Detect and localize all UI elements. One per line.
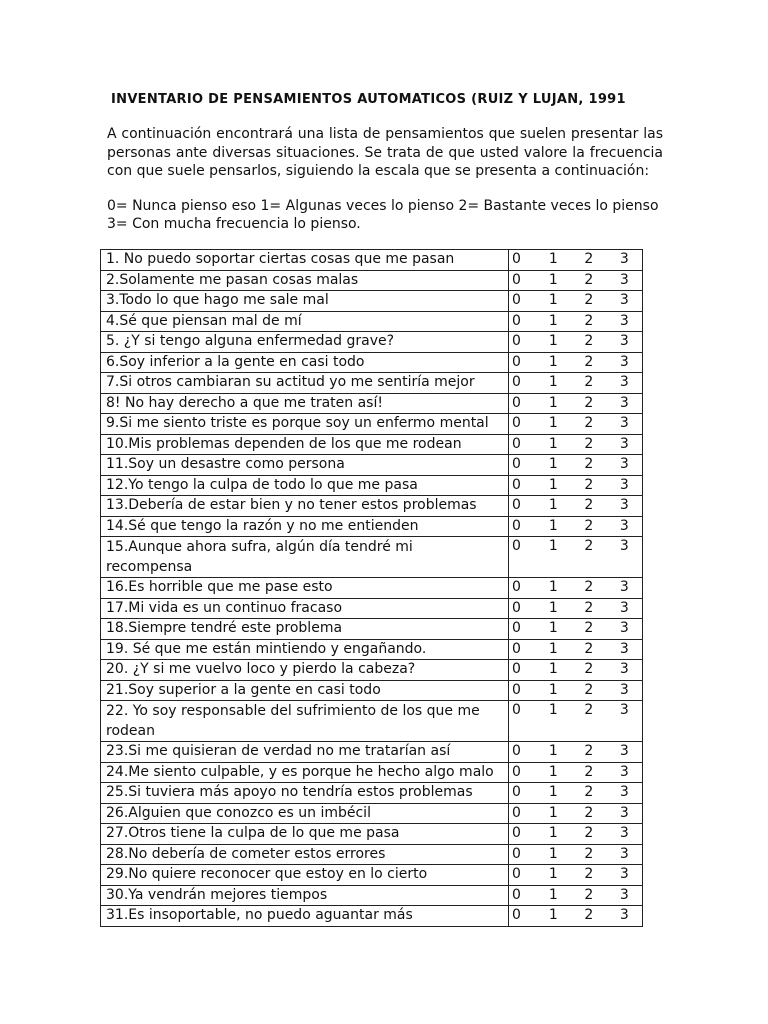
rating-option: 0 (512, 845, 521, 862)
rating-options-row (509, 537, 642, 557)
rating-option: 3 (619, 435, 629, 452)
rating-option: 2 (584, 661, 594, 677)
item-rating-options (509, 578, 643, 599)
rating-option: 3 (619, 599, 629, 616)
rating-option: 1 (548, 804, 558, 821)
item-rating-options (509, 598, 643, 619)
item-rating-options (509, 639, 643, 660)
rating-option: 3 (619, 784, 629, 800)
rating-options-row (509, 763, 642, 783)
rating-option: 2 (584, 415, 594, 431)
rating-option: 3 (619, 825, 629, 841)
table-row (101, 455, 643, 476)
rating-option: 1 (548, 640, 558, 657)
rating-option: 2 (584, 538, 594, 554)
rating-options-row (509, 701, 642, 721)
rating-option: 2 (584, 271, 594, 288)
item-rating-options (509, 660, 643, 681)
rating-option: 0 (512, 394, 521, 411)
table-row (101, 537, 643, 578)
item-rating-options (509, 885, 643, 906)
rating-options-row (509, 496, 642, 516)
rating-options-row (509, 414, 642, 434)
rating-option: 3 (619, 886, 629, 903)
item-rating-options (509, 865, 643, 886)
rating-option: 3 (619, 681, 629, 698)
table-row (101, 311, 643, 332)
rating-options-row (509, 353, 642, 373)
item-rating-options (509, 455, 643, 476)
item-statement: 2.Solamente me pasan cosas malas (101, 270, 509, 291)
item-statement: 1. No puedo soportar ciertas cosas que me pasan (101, 250, 509, 271)
rating-option: 1 (548, 538, 558, 554)
item-statement: 3.Todo lo que hago me sale mal (101, 291, 509, 312)
table-row (101, 516, 643, 537)
rating-options-row (509, 599, 642, 619)
rating-option: 3 (619, 271, 629, 288)
table-row (101, 250, 643, 271)
rating-option: 0 (512, 743, 521, 759)
rating-option: 0 (512, 415, 521, 431)
rating-option: 0 (512, 538, 521, 554)
rating-options-row (509, 742, 642, 762)
item-rating-options (509, 373, 643, 394)
rating-option: 1 (548, 435, 558, 452)
item-statement: 25.Si tuviera más apoyo no tendría estos problemas (101, 783, 509, 804)
item-statement: 10.Mis problemas dependen de los que me rodean (101, 434, 509, 455)
rating-option: 0 (512, 456, 521, 472)
rating-option: 3 (619, 661, 629, 677)
rating-option: 3 (619, 333, 629, 349)
item-rating-options (509, 537, 643, 578)
rating-option: 0 (512, 271, 521, 288)
item-rating-options (509, 701, 643, 742)
rating-option: 2 (584, 579, 594, 595)
item-rating-options (509, 844, 643, 865)
rating-options-row (509, 640, 642, 660)
item-statement: 29.No quiere reconocer que estoy en lo cierto (101, 865, 509, 886)
rating-scale-legend (107, 197, 687, 233)
rating-option: 1 (548, 743, 558, 759)
rating-option: 1 (548, 374, 558, 390)
rating-options-row (509, 804, 642, 824)
table-row (101, 291, 643, 312)
rating-option: 2 (584, 333, 594, 349)
rating-options-row (509, 660, 642, 680)
item-rating-options (509, 803, 643, 824)
item-rating-options (509, 434, 643, 455)
rating-option: 0 (512, 579, 521, 595)
item-statement: 17.Mi vida es un continuo fracaso (101, 598, 509, 619)
rating-option: 1 (548, 497, 558, 513)
rating-option: 0 (512, 886, 521, 903)
item-rating-options (509, 250, 643, 271)
rating-option: 2 (584, 517, 594, 534)
item-statement: 14.Sé que tengo la razón y no me entienden (101, 516, 509, 537)
item-rating-options (509, 393, 643, 414)
rating-option: 2 (584, 435, 594, 452)
rating-option: 0 (512, 599, 521, 616)
table-row (101, 865, 643, 886)
item-rating-options (509, 332, 643, 353)
rating-option: 1 (548, 394, 558, 411)
table-row (101, 885, 643, 906)
rating-option: 3 (619, 907, 629, 923)
rating-option: 2 (584, 804, 594, 821)
table-row (101, 639, 643, 660)
item-rating-options (509, 783, 643, 804)
rating-option: 3 (619, 763, 629, 780)
rating-option: 0 (512, 333, 521, 349)
item-statement: 12.Yo tengo la culpa de todo lo que me pasa (101, 475, 509, 496)
table-row (101, 701, 643, 742)
rating-option: 1 (548, 333, 558, 349)
rating-options-row (509, 906, 642, 926)
item-statement: 27.Otros tiene la culpa de lo que me pasa (101, 824, 509, 845)
rating-option: 2 (584, 681, 594, 698)
rating-option: 3 (619, 804, 629, 821)
item-rating-options (509, 352, 643, 373)
rating-option: 1 (548, 353, 558, 370)
table-row (101, 660, 643, 681)
rating-option: 2 (584, 825, 594, 841)
rating-options-row (509, 271, 642, 291)
table-row (101, 598, 643, 619)
rating-option: 0 (512, 640, 521, 657)
item-statement: 28.No debería de cometer estos errores (101, 844, 509, 865)
rating-option: 2 (584, 763, 594, 780)
rating-option: 0 (512, 435, 521, 452)
rating-options-row (509, 865, 642, 885)
rating-option: 2 (584, 456, 594, 472)
rating-option: 2 (584, 866, 594, 882)
table-row (101, 803, 643, 824)
rating-option: 0 (512, 620, 521, 636)
rating-option: 1 (548, 907, 558, 923)
rating-option: 3 (619, 497, 629, 513)
item-statement: 6.Soy inferior a la gente en casi todo (101, 352, 509, 373)
table-row (101, 619, 643, 640)
rating-option: 3 (619, 743, 629, 759)
rating-option: 0 (512, 681, 521, 698)
rating-option: 3 (619, 845, 629, 862)
rating-option: 3 (619, 394, 629, 411)
rating-option: 3 (619, 517, 629, 534)
rating-option: 2 (584, 292, 594, 308)
item-rating-options (509, 291, 643, 312)
table-row (101, 783, 643, 804)
item-statement: 7.Si otros cambiaran su actitud yo me sentiría mejor (101, 373, 509, 394)
item-statement: 21.Soy superior a la gente en casi todo (101, 680, 509, 701)
rating-option: 3 (619, 415, 629, 431)
rating-option: 0 (512, 517, 521, 534)
rating-option: 0 (512, 353, 521, 370)
rating-option: 2 (584, 907, 594, 923)
item-statement: 31.Es insoportable, no puedo aguantar más (101, 906, 509, 927)
rating-option: 2 (584, 620, 594, 636)
rating-options-row (509, 312, 642, 332)
item-rating-options (509, 516, 643, 537)
table-row (101, 475, 643, 496)
rating-option: 1 (548, 702, 558, 718)
rating-option: 1 (548, 763, 558, 780)
rating-option: 3 (619, 640, 629, 657)
inventory-table-body (101, 250, 643, 927)
scale-line-2: 3= Con mucha frecuencia lo pienso. (107, 216, 361, 232)
table-row (101, 414, 643, 435)
rating-option: 2 (584, 599, 594, 616)
rating-option: 0 (512, 763, 521, 780)
rating-option: 1 (548, 681, 558, 698)
rating-option: 0 (512, 312, 521, 329)
table-row (101, 742, 643, 763)
rating-options-row (509, 373, 642, 393)
table-row (101, 680, 643, 701)
rating-option: 2 (584, 251, 594, 267)
rating-option: 0 (512, 476, 521, 493)
rating-option: 3 (619, 866, 629, 882)
rating-option: 0 (512, 661, 521, 677)
item-rating-options (509, 742, 643, 763)
rating-option: 2 (584, 312, 594, 329)
item-rating-options (509, 311, 643, 332)
rating-option: 2 (584, 353, 594, 370)
rating-option: 1 (548, 661, 558, 677)
table-row (101, 373, 643, 394)
rating-option: 0 (512, 804, 521, 821)
item-statement: 23.Si me quisieran de verdad no me tratarían así (101, 742, 509, 763)
rating-option: 2 (584, 845, 594, 862)
item-statement: 11.Soy un desastre como persona (101, 455, 509, 476)
rating-option: 0 (512, 497, 521, 513)
table-row (101, 824, 643, 845)
rating-option: 1 (548, 292, 558, 308)
table-row (101, 434, 643, 455)
table-row (101, 844, 643, 865)
rating-options-row (509, 681, 642, 701)
rating-option: 2 (584, 374, 594, 390)
item-rating-options (509, 680, 643, 701)
item-statement: 19. Sé que me están mintiendo y engañando. (101, 639, 509, 660)
rating-options-row (509, 517, 642, 537)
rating-option: 3 (619, 702, 629, 718)
scale-line-1: 0= Nunca pienso eso 1= Algunas veces lo pienso 2= Bastante veces lo pienso (107, 198, 659, 214)
rating-option: 1 (548, 825, 558, 841)
rating-option: 3 (619, 579, 629, 595)
document-title: INVENTARIO DE PENSAMIENTOS AUTOMATICOS (RUIZ Y LUJAN, 1991 (111, 92, 626, 107)
rating-options-row (509, 886, 642, 906)
item-statement: 9.Si me siento triste es porque soy un enfermo mental (101, 414, 509, 435)
item-rating-options (509, 762, 643, 783)
rating-option: 0 (512, 292, 521, 308)
table-row (101, 762, 643, 783)
table-row (101, 332, 643, 353)
item-statement: 5. ¿Y si tengo alguna enfermedad grave? (101, 332, 509, 353)
item-statement: 15.Aunque ahora sufra, algún día tendré mi recompensa (101, 537, 509, 578)
rating-option: 1 (548, 456, 558, 472)
rating-option: 1 (548, 476, 558, 493)
rating-option: 0 (512, 825, 521, 841)
item-statement: 22. Yo soy responsable del sufrimiento de los que me rodean (101, 701, 509, 742)
rating-option: 2 (584, 784, 594, 800)
item-statement: 20. ¿Y si me vuelvo loco y pierdo la cabeza? (101, 660, 509, 681)
rating-options-row (509, 619, 642, 639)
table-row (101, 496, 643, 517)
rating-option: 3 (619, 538, 629, 554)
item-rating-options (509, 414, 643, 435)
item-rating-options (509, 824, 643, 845)
rating-option: 1 (548, 784, 558, 800)
rating-options-row (509, 578, 642, 598)
rating-option: 1 (548, 251, 558, 267)
rating-option: 0 (512, 907, 521, 923)
rating-option: 3 (619, 374, 629, 390)
rating-option: 1 (548, 579, 558, 595)
rating-option: 2 (584, 743, 594, 759)
rating-option: 3 (619, 292, 629, 308)
item-statement: 18.Siempre tendré este problema (101, 619, 509, 640)
rating-option: 1 (548, 312, 558, 329)
rating-option: 2 (584, 702, 594, 718)
rating-option: 3 (619, 312, 629, 329)
rating-option: 1 (548, 845, 558, 862)
rating-option: 2 (584, 394, 594, 411)
rating-option: 3 (619, 456, 629, 472)
rating-option: 0 (512, 702, 521, 718)
rating-options-row (509, 824, 642, 844)
item-statement: 24.Me siento culpable, y es porque he hecho algo malo (101, 762, 509, 783)
rating-option: 0 (512, 784, 521, 800)
rating-options-row (509, 291, 642, 311)
table-row (101, 906, 643, 927)
item-statement: 13.Debería de estar bien y no tener estos problemas (101, 496, 509, 517)
table-row (101, 393, 643, 414)
item-statement: 16.Es horrible que me pase esto (101, 578, 509, 599)
rating-option: 3 (619, 251, 629, 267)
rating-options-row (509, 394, 642, 414)
instructions-paragraph: A continuación encontrará una lista de pensamientos que suelen presentar las personas ante diversas situaciones. Se trata de que usted valore la frecuencia con que suele pensarlos, siguiendo la escala que se presenta a continuación: (107, 126, 663, 179)
rating-options-row (509, 455, 642, 475)
rating-option: 0 (512, 251, 521, 267)
item-statement: 30.Ya vendrán mejores tiempos (101, 885, 509, 906)
rating-option: 2 (584, 886, 594, 903)
rating-options-row (509, 435, 642, 455)
rating-option: 1 (548, 415, 558, 431)
rating-option: 2 (584, 640, 594, 657)
rating-option: 1 (548, 886, 558, 903)
rating-options-row (509, 845, 642, 865)
rating-options-row (509, 783, 642, 803)
rating-options-row (509, 250, 642, 270)
item-statement: 26.Alguien que conozco es un imbécil (101, 803, 509, 824)
table-row (101, 578, 643, 599)
rating-option: 2 (584, 497, 594, 513)
rating-option: 1 (548, 620, 558, 636)
table-row (101, 270, 643, 291)
rating-option: 1 (548, 866, 558, 882)
item-rating-options (509, 619, 643, 640)
item-rating-options (509, 475, 643, 496)
item-statement: 4.Sé que piensan mal de mí (101, 311, 509, 332)
item-rating-options (509, 270, 643, 291)
rating-options-row (509, 332, 642, 352)
rating-option: 1 (548, 271, 558, 288)
item-statement: 8! No hay derecho a que me traten así! (101, 393, 509, 414)
rating-option: 2 (584, 476, 594, 493)
rating-option: 3 (619, 476, 629, 493)
rating-option: 1 (548, 599, 558, 616)
table-row (101, 352, 643, 373)
rating-option: 0 (512, 866, 521, 882)
rating-options-row (509, 476, 642, 496)
item-rating-options (509, 906, 643, 927)
rating-option: 1 (548, 517, 558, 534)
rating-option: 3 (619, 353, 629, 370)
rating-option: 3 (619, 620, 629, 636)
item-rating-options (509, 496, 643, 517)
inventory-table (100, 249, 643, 927)
rating-option: 0 (512, 374, 521, 390)
